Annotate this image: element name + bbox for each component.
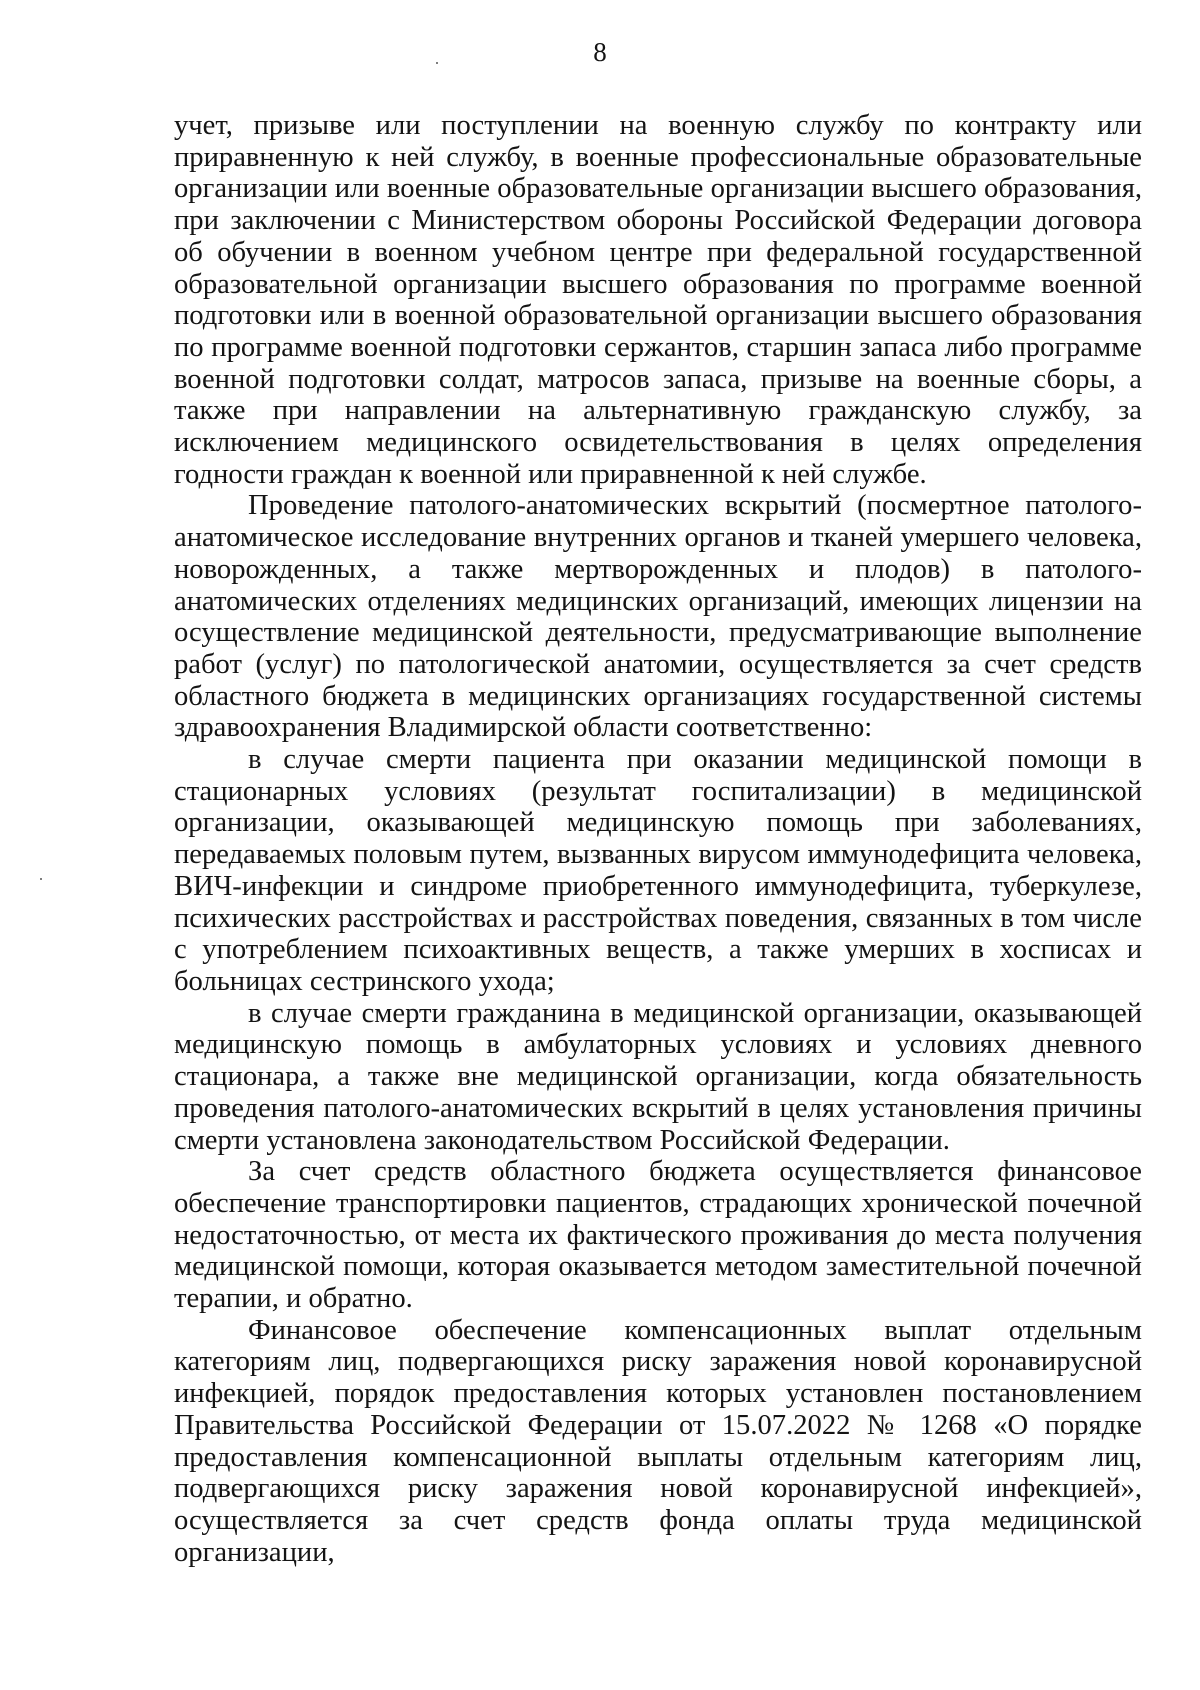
paragraph-inpatient-death-case: в случае смерти пациента при оказании медицинской помощи в стационарных условиях (результат госпитализации) в медицинской организации, оказывающей медицинскую помощь при заболеваниях, передаваемых половым путем, вызванных вирусом иммунодефицита человека, ВИЧ-инфекции и синдроме приобретенного иммунодефицита, туберкулезе, психических расстройствах и расстройствах поведения, связанных в том числе с употреблением психоактивных веществ, а также умерших в хосписах и больницах сестринского ухода; xyxy=(174,744,1142,997)
paragraph-military-service-exemption: учет, призыве или поступлении на военную службу по контракту или приравненную к ней службу, в военные профессиональные образовательные организации или военные образовательные организации высшего образования, при заключении с Министерством обороны Российской Федерации договора об обучении в военном учебном центре при федеральной государственной образовательной организации высшего образования по программе военной подготовки или в военной образовательной организации высшего образования по программе военной подготовки сержантов, старшин запаса либо программе военной подготовки солдат, матросов запаса, призыве на военные сборы, а также при направлении на альтернативную гражданскую службу, за исключением медицинского освидетельствования в целях определения годности граждан к военной или приравненной к ней службе. xyxy=(174,110,1142,490)
paragraph-pathology-autopsies: Проведение патолого-анатомических вскрытий (посмертное патолого-анатомическое исследование внутренних органов и тканей умершего человека, новорожденных, а также мертворожденных и плодов) в патолого-анатомических отделениях медицинских организаций, имеющих лицензии на осуществление медицинской деятельности, предусматривающие выполнение работ (услуг) по патологической анатомии, осуществляется за счет средств областного бюджета в медицинских организациях государственной системы здравоохранения Владимирской области соответственно: xyxy=(174,490,1142,744)
document-body xyxy=(174,110,1142,1568)
scan-speck xyxy=(436,62,438,64)
paragraph-covid-compensation: Финансовое обеспечение компенсационных выплат отдельным категориям лиц, подвергающихся риску заражения новой коронавирусной инфекцией, порядок предоставления которых установлен постановлением Правительства Российской Федерации от 15.07.2022 № 1268 «О порядке предоставления компенсационной выплаты отдельным категориям лиц, подвергающихся риску заражения новой коронавирусной инфекцией», осуществляется за счет средств фонда оплаты труда медицинской организации, xyxy=(174,1314,1142,1568)
paragraph-dialysis-transport: За счет средств областного бюджета осуществляется финансовое обеспечение транспортировки пациентов, страдающих хронической почечной недостаточностью, от места их фактического проживания до места получения медицинской помощи, которая оказывается методом заместительной почечной терапии, и обратно. xyxy=(174,1156,1142,1315)
scan-speck xyxy=(40,878,42,880)
page-number: 8 xyxy=(593,37,607,67)
paragraph-outpatient-death-case: в случае смерти гражданина в медицинской организации, оказывающей медицинскую помощь в амбулаторных условиях и условиях дневного стационара, а также вне медицинской организации, когда обязательность проведения патолого-анатомических вскрытий в целях установления причины смерти установлена законодательством Российской Федерации. xyxy=(174,997,1142,1156)
